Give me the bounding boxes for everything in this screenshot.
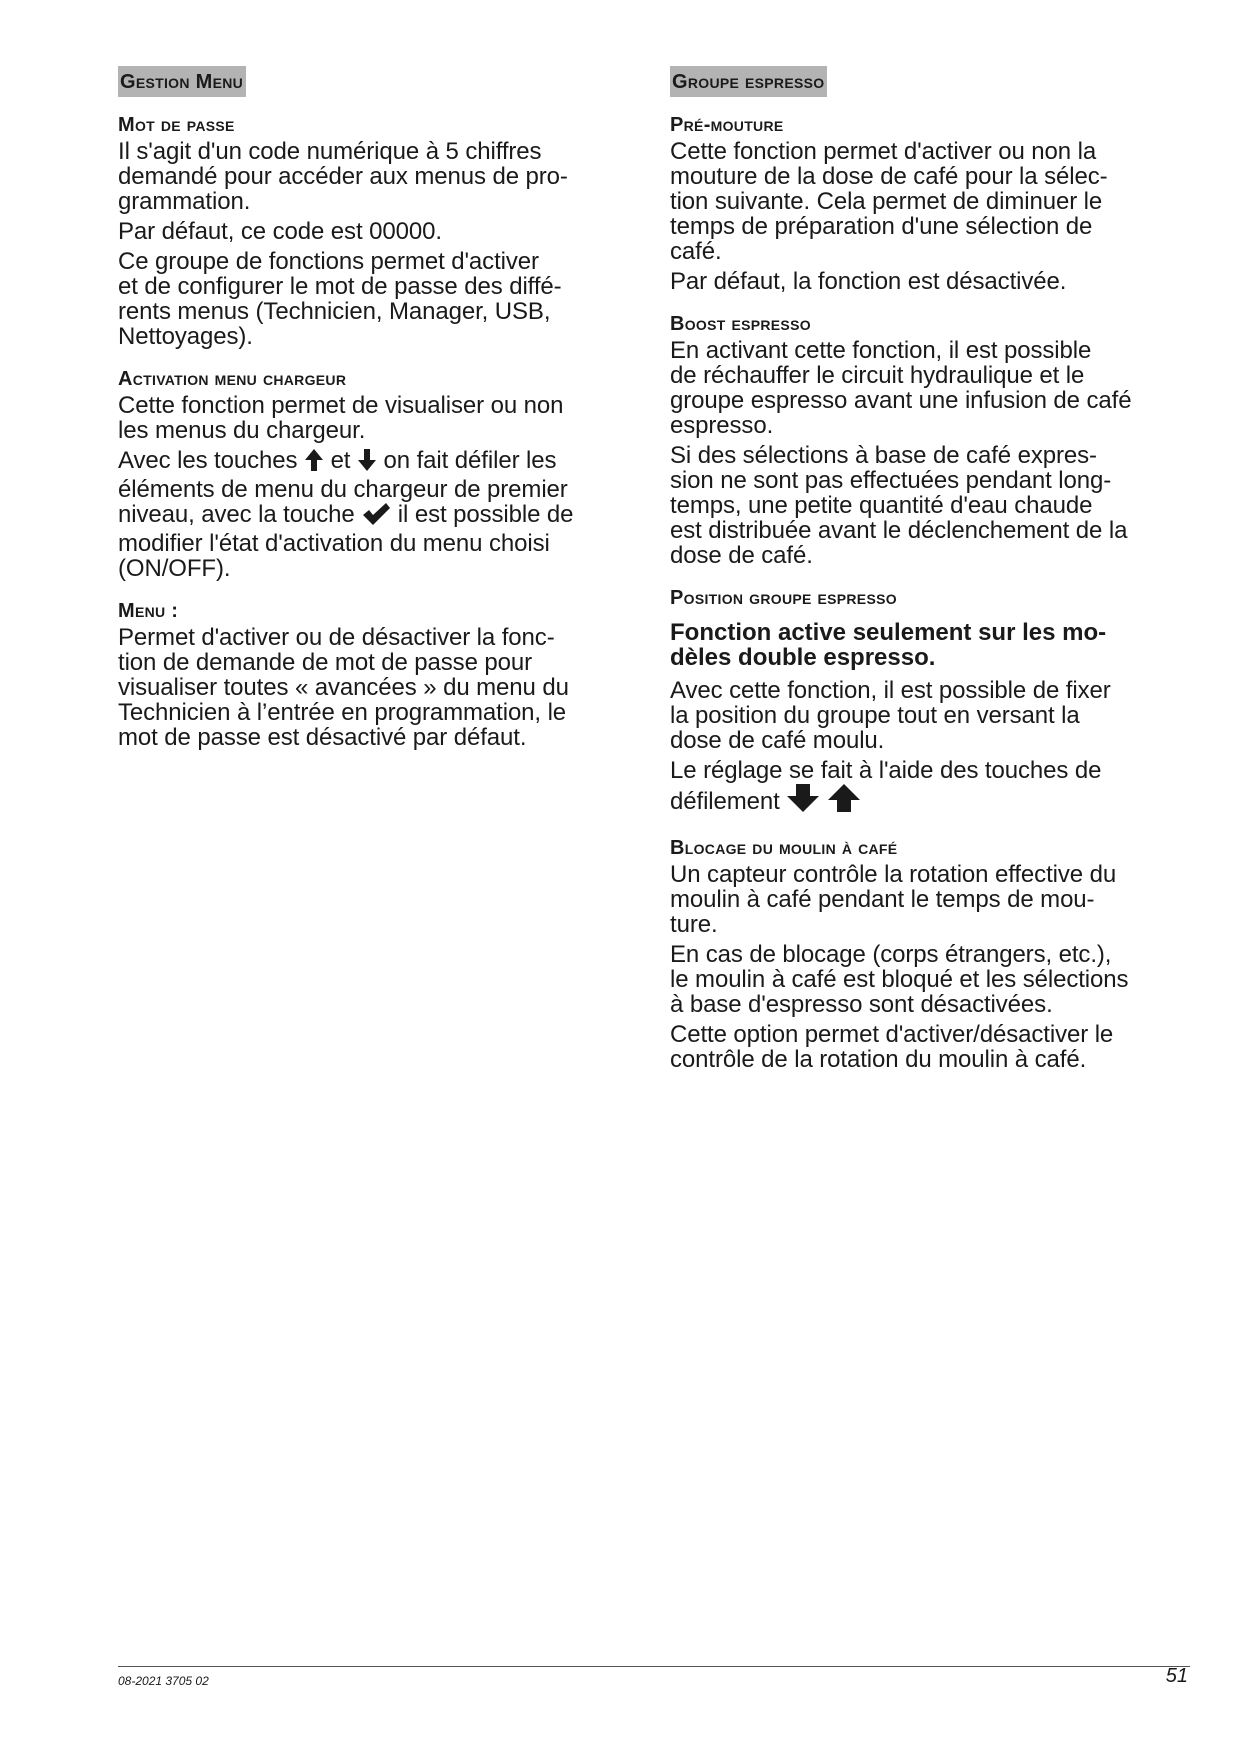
paragraph: Permet d'activer ou de désactiver la fonc- tion de demande de mot de passe pour visualiser toutes « avancées » du menu du Technicien à l’entrée en programmation, le mot de passe est désactivé par défaut. [118, 624, 569, 751]
arrow-down-icon [786, 783, 820, 818]
section-mot-de-passe [118, 111, 638, 349]
section-menu [118, 597, 638, 750]
arrow-up-icon [304, 448, 324, 477]
section-position-groupe-espresso [670, 584, 1210, 818]
heading-activation-menu-chargeur: Activation menu chargeur [118, 368, 347, 390]
page-number: 51 [1165, 1665, 1188, 1687]
heading-position-groupe-espresso: Position groupe espresso [670, 587, 897, 609]
paragraph: En cas de blocage (corps étrangers, etc.), le moulin à café est bloqué et les sélections à base d'espresso sont désactivées. [670, 941, 1129, 1018]
footer-divider [118, 1666, 1190, 1667]
paragraph: En activant cette fonction, il est possible de réchauffer le circuit hydraulique et le groupe espresso avant une infusion de café espresso. [670, 337, 1132, 439]
section-header-groupe-espresso: Groupe espresso [670, 66, 827, 97]
paragraph: Avec cette fonction, il est possible de fixer la position du groupe tout en versant la dose de café moulu. [670, 677, 1111, 754]
paragraph: Si des sélections à base de café expres- sion ne sont pas effectuées pendant long- temps, une petite quantité d'eau chaude est distribuée avant le déclenchement de la dose de café. [670, 442, 1128, 569]
paragraph: Par défaut, ce code est 00000. [118, 218, 442, 245]
right-column [670, 66, 1210, 1088]
paragraph: Avec les touches et on fait défiler les éléments de menu du chargeur de premier niveau, avec la touche il est possible de modifier l'état d'activation du menu choisi (ON/OFF). [118, 447, 574, 582]
section-pre-mouture [670, 111, 1210, 294]
paragraph: Cette option permet d'activer/désactiver le contrôle de la rotation du moulin à café. [670, 1021, 1114, 1073]
heading-menu: Menu : [118, 600, 179, 622]
heading-blocage-moulin: Blocage du moulin à café [670, 837, 898, 859]
heading-pre-mouture: Pré-mouture [670, 114, 784, 136]
heading-boost-espresso: Boost espresso [670, 313, 811, 335]
paragraph: Il s'agit d'un code numérique à 5 chiffres demandé pour accéder aux menus de pro- grammation. [118, 138, 568, 215]
document-code: 08-2021 3705 02 [118, 1674, 209, 1688]
bold-note: Fonction active seulement sur les mo- dèles double espresso. [670, 619, 1107, 671]
arrow-up-icon [827, 783, 861, 818]
checkmark-icon [361, 502, 391, 531]
section-blocage-moulin [670, 834, 1210, 1072]
paragraph: Cette fonction permet d'activer ou non la mouture de la dose de café pour la sélec- tion suivante. Cela permet de diminuer le temps de préparation d'une sélection de café. [670, 138, 1108, 265]
heading-mot-de-passe: Mot de passe [118, 114, 235, 136]
section-activation-menu-chargeur [118, 365, 638, 581]
paragraph: Cette fonction permet de visualiser ou non les menus du chargeur. [118, 392, 564, 444]
arrow-down-icon [357, 448, 377, 477]
paragraph: Par défaut, la fonction est désactivée. [670, 268, 1067, 295]
paragraph: Un capteur contrôle la rotation effective du moulin à café pendant le temps de mou- ture. [670, 861, 1117, 938]
paragraph: Le réglage se fait à l'aide des touches de défilement [670, 758, 1210, 818]
section-header-gestion-menu: Gestion Menu [118, 66, 246, 97]
left-column [118, 66, 638, 766]
paragraph: Ce groupe de fonctions permet d'activer et de configurer le mot de passe des diffé- rents menus (Technicien, Manager, USB, Nettoyages). [118, 248, 562, 350]
section-boost-espresso [670, 310, 1210, 568]
